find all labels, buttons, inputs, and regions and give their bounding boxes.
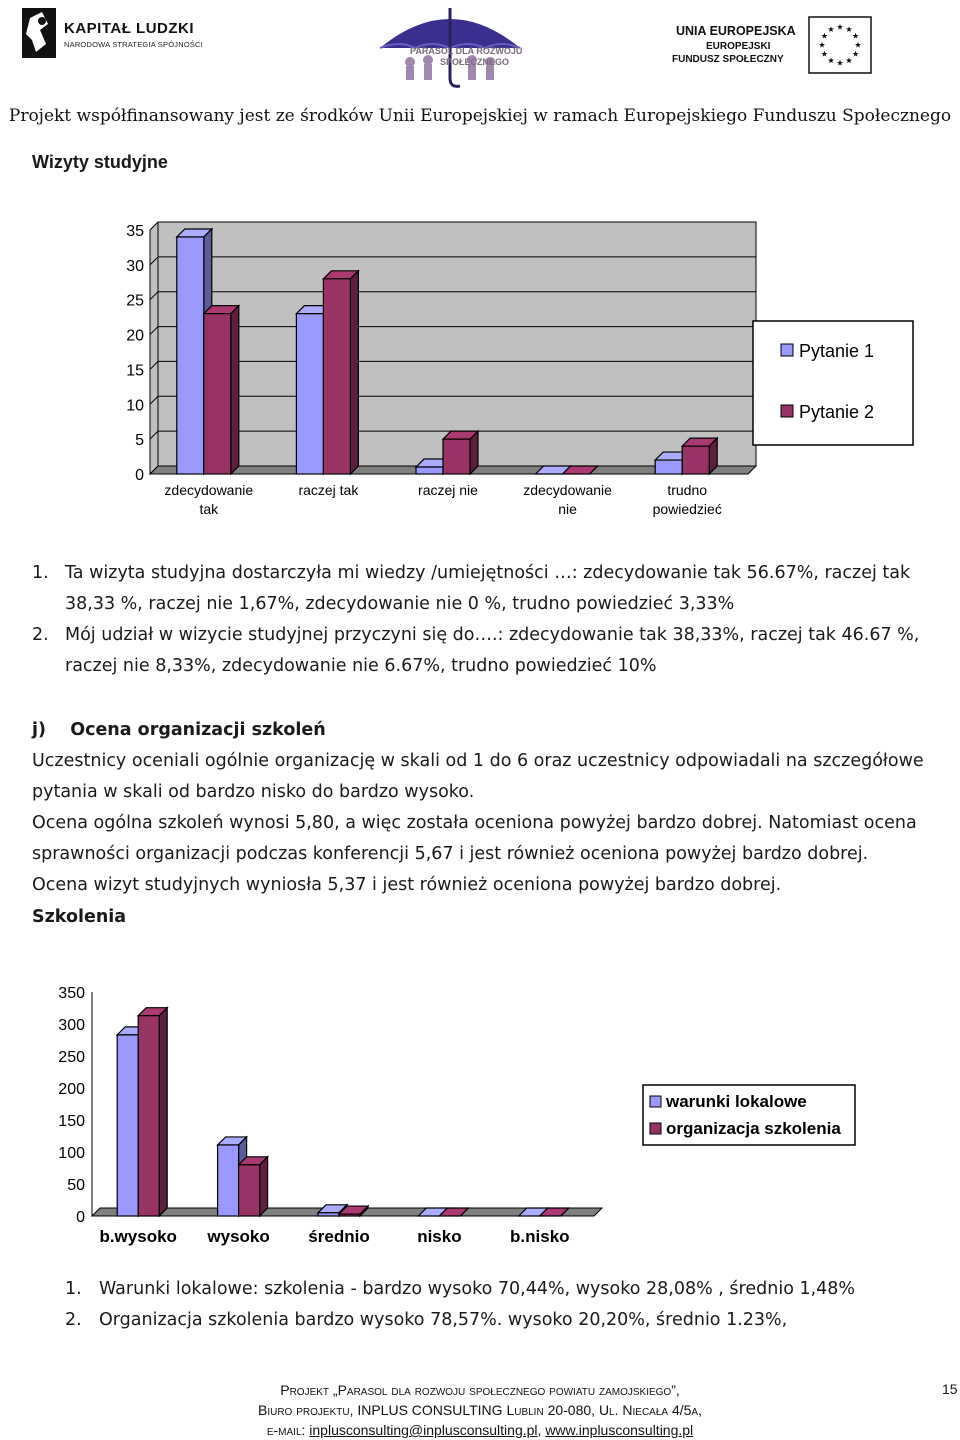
footer-project-line: Projekt „Parasol dla rozwoju społecznego powiatu zamojskiego”, [280,1382,680,1398]
y-tick-label: 350 [58,985,85,1002]
bar-2 [138,1008,167,1216]
y-tick-label: 0 [135,467,144,484]
bar-2 [204,306,239,474]
x-tick-label: raczej nie [418,482,478,498]
szkolenia-heading: Szkolenia [32,907,127,927]
x-tick-label: b.wysoko [99,1227,177,1246]
bar-front [443,439,470,474]
list-text-line: Mój udział w wizycie studyjnej przyczyni się do….: zdecydowanie tak 38,33%, raczej tak 46.67 %, [65,625,920,645]
section-title: Wizyty studyjne [32,152,168,172]
x-tick-label: wysoko [207,1227,270,1246]
y-tick-label: 200 [58,1081,85,1098]
list-text-line: Ta wizyta studyjna dostarczyła mi wiedzy /umiejętności …: zdecydowanie tak 56.67%, raczej tak [65,563,911,583]
footer-email-link[interactable]: inplusconsulting@inplusconsulting.pl [309,1422,538,1438]
paragraph-line: sprawności organizacji podczas konferencji 5,67 i jest również oceniona powyżej bardzo dobrej. [32,844,869,864]
legend-swatch [781,344,793,356]
ue-logo-line1: UNIA EUROPEJSKA [676,24,796,38]
y-tick-label: 5 [135,432,144,450]
y-tick-label: 150 [58,1113,85,1130]
bar-2 [443,431,478,474]
x-tick-label: powiedzieć [652,501,722,517]
x-tick-label: zdecydowanie [164,482,254,498]
ue-efs-logo [672,12,872,74]
footer [0,1378,960,1440]
y-tick-label: 300 [58,1017,85,1034]
list-number: 1. [32,563,49,583]
parasol-logo-text-1: PARASOL DLA ROZWOJU [410,46,523,56]
bar-2 [239,1157,268,1216]
y-tick-label: 50 [67,1177,85,1194]
list-number: 2. [32,625,49,645]
y-tick-label: 25 [126,292,144,310]
footer-contact-line [0,1422,960,1438]
bar-side [231,306,239,474]
bar-front [138,1016,159,1216]
legend-swatch [650,1123,661,1134]
bar-front [204,314,231,474]
bar-2 [682,438,717,474]
paragraph-line: Ocena ogólna szkoleń wynosi 5,80, a więc została oceniona powyżej bardzo dobrej. Natomiast ocena [32,813,917,833]
umbrella-icon [370,0,530,90]
x-tick-label: trudno [667,482,708,498]
footer-email-label: e-mail: [266,1422,310,1438]
chart-wizyty-studyjne [0,180,960,540]
paragraph-line: Ocena wizyt studyjnych wyniosła 5,37 i jest również oceniona powyżej bardzo dobrej. [32,875,782,895]
section-j-title: Ocena organizacji szkoleń [70,720,326,740]
x-tick-label: b.nisko [510,1227,570,1246]
y-tick-label: 30 [126,257,144,275]
footer-separator: , [537,1422,546,1438]
section-j-paragraph [32,746,960,901]
y-tick-label: 100 [58,1145,85,1162]
page-number: 15 [942,1381,958,1397]
list-text-line: raczej nie 8,33%, zdecydowanie nie 6.67%, trudno powiedzieć 10% [65,656,657,676]
list-number: 1. [65,1279,82,1299]
list-number: 2. [65,1310,82,1330]
questions-list [32,558,960,688]
x-tick-label: raczej tak [298,482,359,498]
kapital-ludzki-logo [22,4,212,64]
y-tick-label: 0 [76,1209,85,1226]
bar-front [177,237,204,474]
funding-line: Projekt współfinansowany jest ze środków Unii Europejskiej w ramach Europejskiego Funduszu Społecznego [8,106,952,126]
bar-side [260,1157,268,1216]
chart-szkolenia [0,970,960,1260]
y-tick-label: 15 [126,362,144,380]
legend-swatch [650,1096,661,1107]
y-tick-label: 35 [126,223,144,240]
paragraph-line: Uczestnicy oceniali ogólnie organizację w skali od 1 do 6 oraz uczestnicy odpowiadali na szczegółowe [32,751,924,771]
legend-box [753,321,913,445]
y-tick-label: 10 [126,397,144,415]
x-tick-label: średnio [308,1227,370,1246]
bar-side [470,431,478,474]
eu-flag-icon [808,16,872,74]
x-tick-label: tak [199,501,219,517]
x-tick-label: nie [558,501,577,517]
y-tick-label: 20 [126,327,144,345]
bar-front [682,446,709,474]
list-text-line: Warunki lokalowe: szkolenia - bardzo wysoko 70,44%, wysoko 28,08% , średnio 1,48% [99,1279,856,1299]
kapital-ludzki-subtitle: NARODOWA STRATEGIA SPÓJNOŚCI [64,40,203,49]
bar-2 [323,271,358,474]
footer-office-line: Biuro projektu, INPLUS CONSULTING Lublin 20-080, Ul. Niecała 4/5a, [258,1402,702,1418]
legend-swatch [781,405,793,417]
legend-label: warunki lokalowe [666,1092,807,1111]
paragraph-line: pytania w skali od bardzo nisko do bardzo wysoko. [32,782,475,802]
legend-label: Pytanie 1 [799,341,875,361]
bar-front [339,1214,360,1216]
list-text-line: 38,33 %, raczej nie 1,67%, zdecydowanie nie 0 %, trudno powiedzieć 3,33% [65,594,735,614]
footer-website-link[interactable]: www.inplusconsulting.pl [545,1422,694,1438]
ue-logo-line2: EUROPEJSKI [706,41,771,52]
bar-front [218,1145,239,1216]
plot-back-wall [158,222,756,466]
bar-front [323,279,350,474]
legend-label: organizacja szkolenia [666,1119,841,1138]
section-j-heading [32,715,326,746]
kapital-ludzki-title: KAPITAŁ LUDZKI [64,20,195,37]
bar-side [350,271,358,474]
legend-label: Pytanie 2 [799,402,875,422]
szkolenia-list [65,1274,945,1344]
y-tick-label: 250 [58,1049,85,1066]
ue-logo-line3: FUNDUSZ SPOŁECZNY [672,54,784,65]
x-tick-label: zdecydowanie [523,482,612,498]
bar-side [159,1008,167,1216]
list-text-line: Organizacja szkolenia bardzo wysoko 78,57%. wysoko 20,20%, średnio 1.23%, [99,1310,788,1330]
bar-front [416,467,443,474]
bar-front [239,1165,260,1216]
bar-front [655,460,682,474]
x-tick-label: nisko [417,1227,462,1246]
bar-front [318,1213,339,1216]
parasol-logo-text-2: SPOŁECZNEGO [440,57,510,67]
bar-front [296,314,323,474]
parasol-logo [370,0,530,90]
section-j-label: j) [32,720,46,740]
bar-front [117,1035,138,1216]
